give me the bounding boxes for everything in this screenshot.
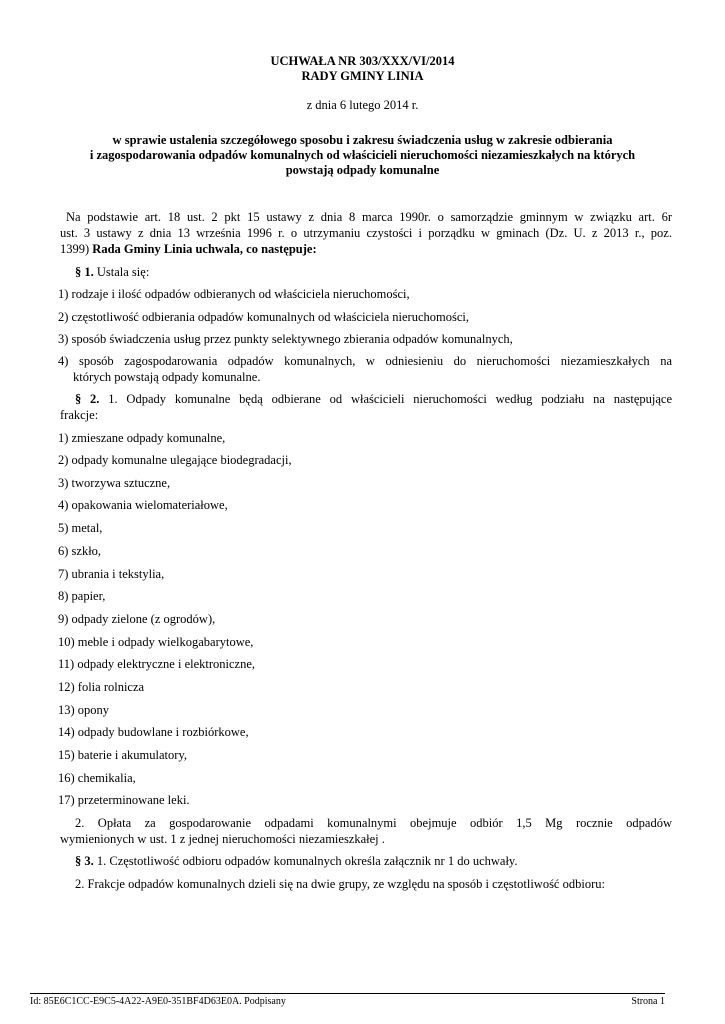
fraction-item: 7) ubrania i tekstylia,	[58, 567, 165, 581]
fraction-item: 10) meble i odpady wielkogabarytowe,	[58, 635, 254, 649]
footer-page-number: Strona 1	[631, 996, 665, 1007]
section-2-mark: § 2.	[75, 392, 100, 406]
subject-line-2: i zagospodarowania odpadów komunalnych od właścicieli nieruchomości niezamieszkałych na których	[89, 148, 636, 162]
preamble-line-2: ust. 3 ustawy z dnia 13 września 1996 r. o utrzymaniu czystości i porządku w gminach (Dz. U. z 2013 r., poz.	[60, 226, 672, 240]
fraction-item: 17) przeterminowane leki.	[58, 793, 190, 807]
fraction-item: 16) chemikalia,	[58, 771, 136, 785]
section-1-intro: Ustala się:	[93, 265, 150, 279]
resolution-title	[60, 54, 665, 84]
fraction-item: 12) folia rolnicza	[58, 680, 145, 694]
title-line-2: RADY GMINY LINIA	[301, 69, 424, 83]
section-1-item-4-line-1: 4) sposób zagospodarowania odpadów komunalnych, w odniesieniu do nieruchomości niezamieszkałych na	[58, 354, 672, 368]
section-1-heading	[75, 264, 672, 280]
title-line-1: UCHWAŁA NR 303/XXX/VI/2014	[270, 54, 455, 68]
section-1-item: 1) rodzaje i ilość odpadów odbieranych od właściciela nieruchomości,	[58, 287, 410, 301]
resolution-date: z dnia 6 lutego 2014 r.	[306, 98, 419, 112]
section-1-item: 2) częstotliwość odbierania odpadów komunalnych od właściciela nieruchomości,	[58, 310, 469, 324]
footer-divider	[30, 993, 665, 994]
section-3-line-1	[75, 853, 672, 869]
preamble-line-3	[60, 241, 672, 257]
subject-line-3: powstają odpady komunalne	[285, 163, 440, 177]
section-3-mark: § 3.	[75, 854, 94, 868]
fraction-item: 1) zmieszane odpady komunalne,	[58, 431, 226, 445]
fraction-item: 6) szkło,	[58, 544, 102, 558]
fraction-item: 4) opakowania wielomateriałowe,	[58, 498, 228, 512]
section-1-item: 3) sposób świadczenia usług przez punkty selektywnego zbierania odpadów komunalnych,	[58, 332, 513, 346]
fraction-item: 2) odpady komunalne ulegające biodegradacji,	[58, 453, 292, 467]
section-2-line-2: frakcje:	[60, 408, 99, 422]
resolution-subject	[60, 133, 665, 178]
section-2-para-2-line-1: 2. Opłata za gospodarowanie odpadami komunalnymi obejmuje odbiór 1,5 Mg rocznie odpadów	[75, 816, 672, 830]
fraction-item: 8) papier,	[58, 589, 106, 603]
fraction-item: 14) odpady budowlane i rozbiórkowe,	[58, 725, 249, 739]
subject-line-1: w sprawie ustalenia szczegółowego sposobu i zakresu świadczenia usług w zakresie odbierania	[112, 133, 613, 147]
section-2-para-2-line-2: wymienionych w ust. 1 z jednej nieruchomości niezamieszkałej .	[60, 832, 385, 846]
footer-document-id: Id: 85E6C1CC-E9C5-4A22-A9E0-351BF4D63E0A. Podpisany	[30, 996, 286, 1007]
section-3-line-2: 2. Frakcje odpadów komunalnych dzieli się na dwie grupy, ze względu na sposób i częstotliwość odbioru:	[75, 877, 605, 891]
section-2-line-1	[75, 391, 672, 407]
fraction-item: 3) tworzywa sztuczne,	[58, 476, 171, 490]
preamble-line-3-start: 1399)	[60, 242, 93, 256]
section-3-text: 1. Częstotliwość odbioru odpadów komunalnych określa załącznik nr 1 do uchwały.	[93, 854, 518, 868]
fraction-item: 13) opony	[58, 703, 110, 717]
section-2-text: 1. Odpady komunalne będą odbierane od właścicieli nieruchomości według podziału na następujące	[99, 392, 672, 406]
fraction-item: 5) metal,	[58, 521, 103, 535]
fraction-item: 11) odpady elektryczne i elektroniczne,	[58, 657, 256, 671]
fraction-item: 15) baterie i akumulatory,	[58, 748, 188, 762]
section-1-mark: § 1.	[75, 265, 94, 279]
preamble-enactment: Rada Gminy Linia uchwala, co następuje:	[92, 242, 317, 256]
preamble-line-1: Na podstawie art. 18 ust. 2 pkt 15 ustawy z dnia 8 marca 1990r. o samorządzie gminnym w związku art. 6r	[66, 210, 672, 224]
section-1-item-4-line-2: których powstają odpady komunalne.	[73, 370, 261, 384]
fraction-item: 9) odpady zielone (z ogrodów),	[58, 612, 216, 626]
